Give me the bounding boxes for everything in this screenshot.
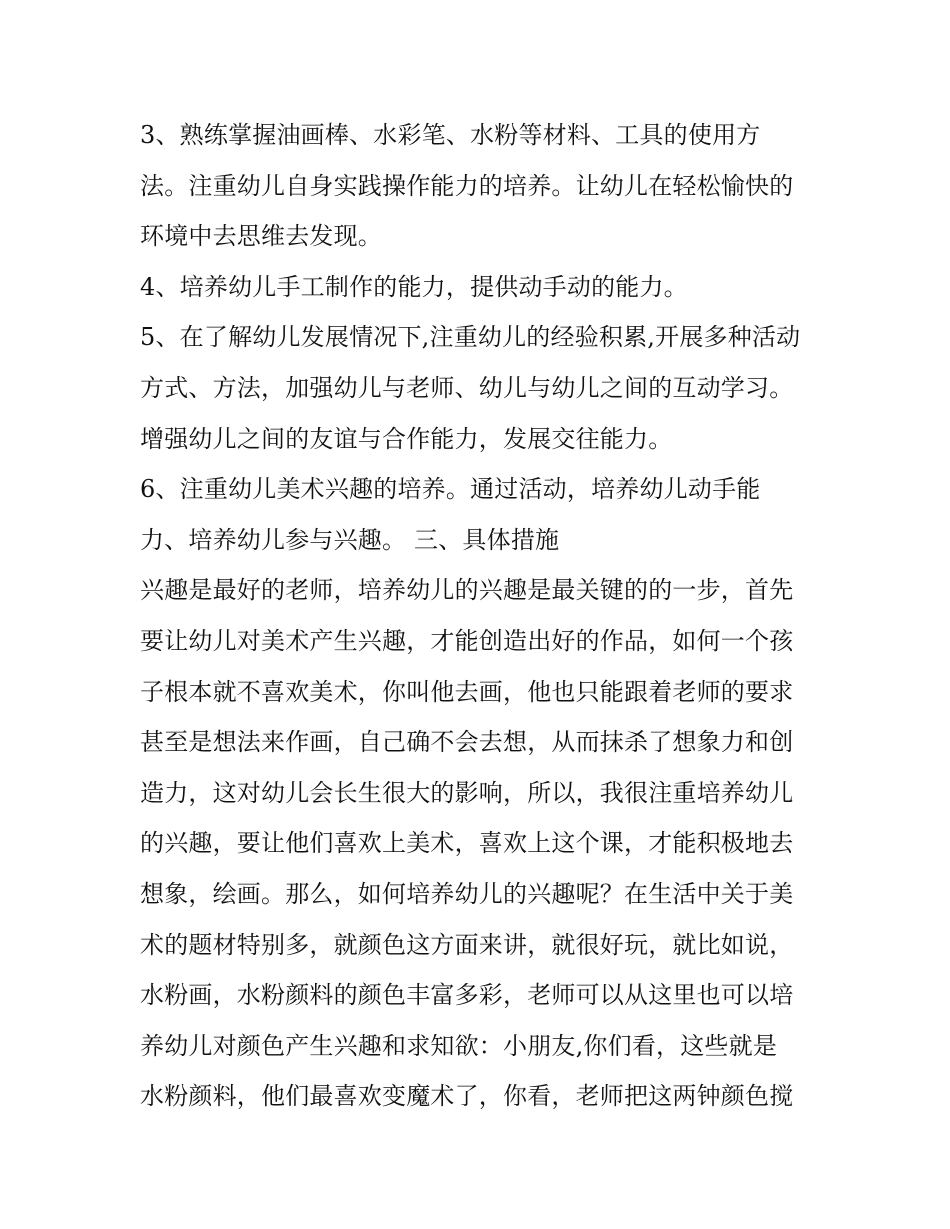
body-text bbox=[140, 110, 820, 1122]
text-line: 增强幼儿之间的友谊与合作能力，发展交往能力。 bbox=[140, 424, 673, 453]
text-line: 要让幼儿对美术产生兴趣，才能创造出好的作品，如何一个孩 bbox=[140, 626, 794, 655]
text-line: 子根本就不喜欢美术，你叫他去画，他也只能跟着老师的要求 bbox=[140, 677, 794, 706]
text-line: 的兴趣，要让他们喜欢上美术，喜欢上这个课，才能积极地去 bbox=[140, 829, 794, 858]
text-line: 养幼儿对颜色产生兴趣和求知欲：小朋友,你们看，这些就是 bbox=[140, 1031, 778, 1060]
text-line: 法。注重幼儿自身实践操作能力的培养。让幼儿在轻松愉快的 bbox=[140, 171, 794, 200]
text-line: 术的题材特别多，就颜色这方面来讲，就很好玩，就比如说， bbox=[140, 930, 794, 959]
text-line: 水粉画，水粉颜料的颜色丰富多彩，老师可以从这里也可以培 bbox=[140, 981, 794, 1010]
text-line: 力、培养幼儿参与兴趣。 三、具体措施 bbox=[140, 525, 560, 554]
text-line: 造力，这对幼儿会长生很大的影响，所以，我很注重培养幼儿 bbox=[140, 778, 794, 807]
text-line: 4、培养幼儿手工制作的能力，提供动手动的能力。 bbox=[140, 272, 688, 301]
text-line: 兴趣是最好的老师，培养幼儿的兴趣是最关键的的一步，首先 bbox=[140, 576, 794, 605]
text-line: 水粉颜料，他们最喜欢变魔术了，你看，老师把这两钟颜色搅 bbox=[140, 1082, 794, 1111]
text-line: 6、注重幼儿美术兴趣的培养。通过活动，培养幼儿动手能 bbox=[140, 475, 761, 504]
text-line: 环境中去思维去发现。 bbox=[140, 222, 382, 251]
text-line: 3、熟练掌握油画棒、水彩笔、水粉等材料、工具的使用方 bbox=[140, 121, 761, 149]
text-line: 想象，绘画。那么，如何培养幼儿的兴趣呢？在生活中关于美 bbox=[140, 879, 794, 908]
text-line: 甚至是想法来作画，自己确不会去想，从而抹杀了想象力和创 bbox=[140, 728, 794, 757]
text-line: 5、在了解幼儿发展情况下,注重幼儿的经验积累,开展多种活动 bbox=[140, 323, 801, 352]
text-line: 方式、方法，加强幼儿与老师、幼儿与幼儿之间的互动学习。 bbox=[140, 373, 794, 402]
